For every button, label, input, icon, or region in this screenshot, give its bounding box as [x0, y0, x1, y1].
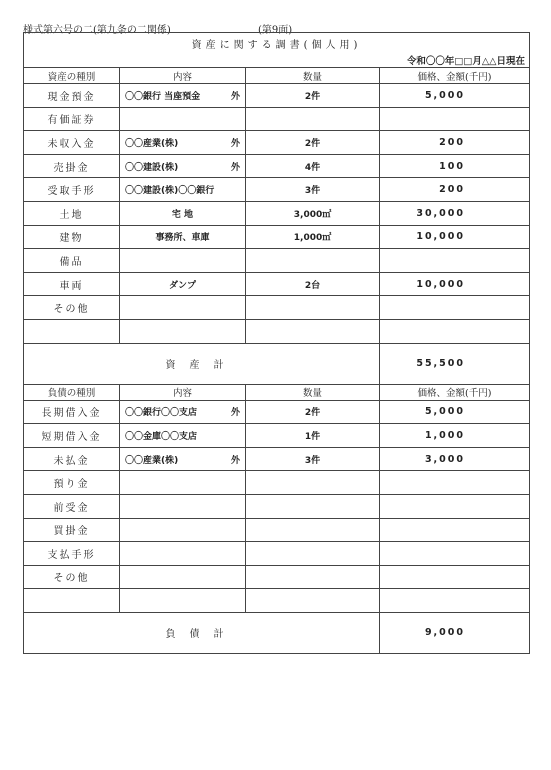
type-cell: 買掛金: [24, 518, 120, 542]
amount-cell: [380, 107, 530, 131]
amount-cell: 100: [380, 154, 530, 178]
assets-total-row: [24, 343, 530, 384]
assets-row: [24, 201, 530, 225]
content-text: 事務所、車庫: [155, 233, 210, 244]
type-cell: 備品: [24, 249, 120, 273]
amount-cell: 200: [380, 178, 530, 202]
quantity-cell: 1件: [246, 424, 380, 448]
quantity-cell: [246, 249, 380, 273]
type-cell: 支払手形: [24, 542, 120, 566]
content-cell: [120, 107, 246, 131]
assets-row: [24, 296, 530, 320]
liabilities-row: [24, 400, 530, 424]
quantity-cell: 3,000㎡: [246, 201, 380, 225]
quantity-cell: [246, 518, 380, 542]
liabilities-total-amount: 9,000: [380, 612, 530, 653]
liabilities-header-row: [24, 384, 530, 400]
content-text: 〇〇銀行〇〇支店: [125, 408, 198, 419]
quantity-cell: [246, 296, 380, 320]
amount-cell: 1,000: [380, 424, 530, 448]
type-cell: 未払金: [24, 447, 120, 471]
amount-cell: [380, 565, 530, 589]
amount-cell: [380, 249, 530, 273]
content-suffix: 外: [230, 91, 240, 102]
liabilities-header-cell: 数量: [246, 384, 380, 400]
quantity-cell: [246, 494, 380, 518]
quantity-cell: 3件: [246, 447, 380, 471]
page-number: (第9面): [258, 25, 293, 36]
type-cell: 未収入金: [24, 131, 120, 155]
content-text: ダンプ: [168, 280, 197, 291]
content-cell: [120, 249, 246, 273]
as-of-date: 令和〇〇年□□月△△日現在: [24, 53, 530, 68]
content-cell: [120, 131, 246, 155]
amount-cell: 10,000: [380, 272, 530, 296]
quantity-cell: 1,000㎡: [246, 225, 380, 249]
assets-row: [24, 225, 530, 249]
type-cell: 預り金: [24, 471, 120, 495]
liabilities-row: [24, 542, 530, 566]
type-cell: 土地: [24, 201, 120, 225]
content-suffix: 外: [230, 138, 240, 149]
type-cell: 現金預金: [24, 84, 120, 108]
assets-row: [24, 84, 530, 108]
type-cell: 長期借入金: [24, 400, 120, 424]
amount-cell: 3,000: [380, 447, 530, 471]
content-cell: [120, 319, 246, 343]
quantity-cell: [246, 565, 380, 589]
type-cell: 有価証券: [24, 107, 120, 131]
liabilities-row: [24, 447, 530, 471]
assets-header-cell: 価格、金額(千円): [380, 68, 530, 84]
assets-total-amount: 55,500: [380, 343, 530, 384]
document-title: 資産に関する調書(個人用): [24, 33, 530, 54]
quantity-cell: 2台: [246, 272, 380, 296]
assets-row: [24, 249, 530, 273]
type-cell: [24, 319, 120, 343]
quantity-cell: [246, 319, 380, 343]
liabilities-header-cell: 負債の種別: [24, 384, 120, 400]
content-cell: [120, 400, 246, 424]
quantity-cell: 3件: [246, 178, 380, 202]
assets-row: [24, 319, 530, 343]
type-cell: 前受金: [24, 494, 120, 518]
content-cell: [120, 494, 246, 518]
type-cell: その他: [24, 565, 120, 589]
amount-cell: [380, 589, 530, 613]
amount-cell: 10,000: [380, 225, 530, 249]
content-text: 〇〇銀行 当座預金: [125, 91, 201, 102]
content-cell: [120, 178, 246, 202]
content-suffix: 外: [230, 162, 240, 173]
amount-cell: [380, 494, 530, 518]
content-cell: [120, 424, 246, 448]
liabilities-row: [24, 471, 530, 495]
quantity-cell: 2件: [246, 84, 380, 108]
quantity-cell: 2件: [246, 131, 380, 155]
asset-schedule-table: [23, 32, 530, 654]
content-cell: [120, 589, 246, 613]
content-cell: [120, 84, 246, 108]
content-cell: [120, 447, 246, 471]
liabilities-row: [24, 565, 530, 589]
liabilities-header-cell: 価格、金額(千円): [380, 384, 530, 400]
assets-row: [24, 272, 530, 296]
content-cell: [120, 296, 246, 320]
assets-header-cell: 資産の種別: [24, 68, 120, 84]
liabilities-row: [24, 518, 530, 542]
type-cell: その他: [24, 296, 120, 320]
quantity-cell: [246, 542, 380, 566]
content-cell: [120, 272, 246, 296]
assets-total-label: 資産計: [24, 343, 380, 384]
liabilities-total-label: 負債計: [24, 612, 380, 653]
type-cell: 売掛金: [24, 154, 120, 178]
quantity-cell: 4件: [246, 154, 380, 178]
type-cell: 短期借入金: [24, 424, 120, 448]
amount-cell: [380, 542, 530, 566]
content-text: 〇〇産業(株): [125, 455, 179, 466]
content-cell: [120, 471, 246, 495]
content-text: 〇〇建設(株): [125, 162, 179, 173]
form-number: 様式第六号の二(第九条の二関係): [23, 25, 171, 36]
content-text: 〇〇産業(株): [125, 138, 179, 149]
type-cell: 建物: [24, 225, 120, 249]
amount-cell: [380, 319, 530, 343]
content-cell: [120, 154, 246, 178]
content-cell: [120, 225, 246, 249]
assets-header-cell: 数量: [246, 68, 380, 84]
content-text: 〇〇金庫〇〇支店: [125, 431, 198, 442]
assets-row: [24, 131, 530, 155]
amount-cell: 200: [380, 131, 530, 155]
content-cell: [120, 565, 246, 589]
quantity-cell: [246, 471, 380, 495]
content-suffix: 外: [230, 455, 240, 466]
assets-row: [24, 178, 530, 202]
assets-header-row: [24, 68, 530, 84]
amount-cell: [380, 296, 530, 320]
amount-cell: [380, 471, 530, 495]
type-cell: 車両: [24, 272, 120, 296]
type-cell: [24, 589, 120, 613]
liabilities-row: [24, 424, 530, 448]
content-cell: [120, 518, 246, 542]
quantity-cell: [246, 107, 380, 131]
content-text: 〇〇建設(株)〇〇銀行: [125, 186, 215, 197]
assets-header-cell: 内容: [120, 68, 246, 84]
quantity-cell: 2件: [246, 400, 380, 424]
amount-cell: 5,000: [380, 84, 530, 108]
liabilities-row: [24, 494, 530, 518]
amount-cell: 5,000: [380, 400, 530, 424]
assets-row: [24, 107, 530, 131]
type-cell: 受取手形: [24, 178, 120, 202]
amount-cell: 30,000: [380, 201, 530, 225]
content-suffix: 外: [230, 408, 240, 419]
content-cell: [120, 542, 246, 566]
assets-row: [24, 154, 530, 178]
amount-cell: [380, 518, 530, 542]
content-cell: [120, 201, 246, 225]
quantity-cell: [246, 589, 380, 613]
liabilities-row: [24, 589, 530, 613]
liabilities-header-cell: 内容: [120, 384, 246, 400]
content-text: 宅 地: [171, 209, 194, 220]
liabilities-total-row: [24, 612, 530, 653]
